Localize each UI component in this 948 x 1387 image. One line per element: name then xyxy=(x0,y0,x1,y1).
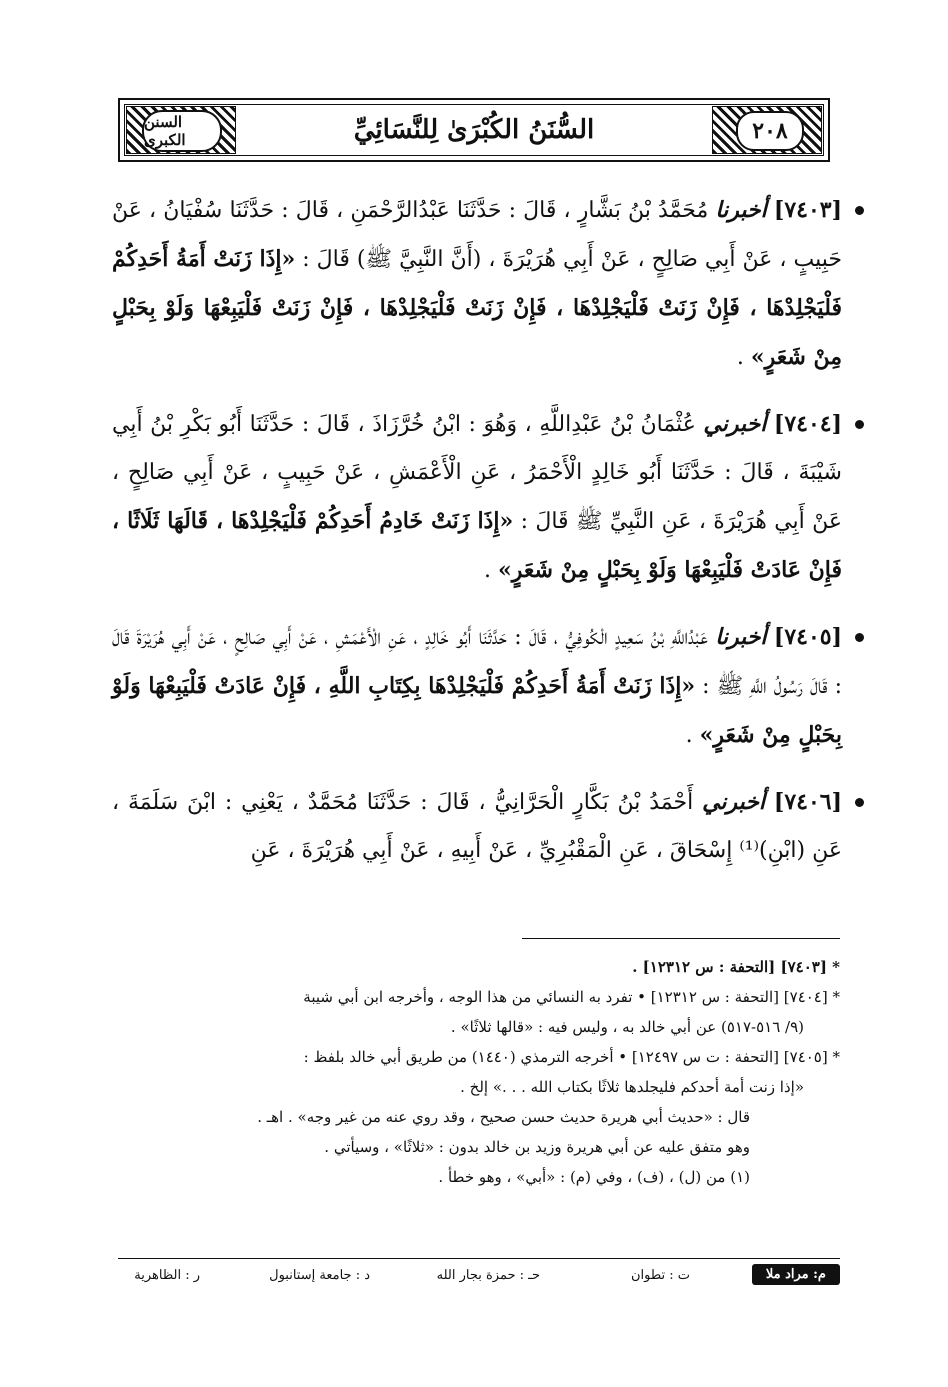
bullet-icon xyxy=(855,798,864,807)
bullet-icon xyxy=(855,420,864,429)
hadith-entry xyxy=(112,186,842,382)
footnote-7404: * [٧٤٠٤] [التحفة : س ١٢٣١٢] • تفرد به النسائي من هذا الوجه ، وأخرجه ابن أبي شيبة xyxy=(303,988,840,1006)
hadith-number: [٧٤٠٦] xyxy=(773,789,842,815)
isnad-text: أَحْمَدُ بْنُ بَكَّارٍ الْحَرَّانِيُّ ، قَالَ : حَدَّثَنَا مُحَمَّدٌ ، يَعْنِي : ابْنَ سَلَمَةَ ، عَنِ (ابْنِ)⁽¹⁾ إِسْحَاقَ ، عَنِ الْمَقْبُرِيِّ ، عَنْ أَبِيهِ ، عَنْ أَبِي هُرَيْرَةَ ، عَنِ xyxy=(112,790,842,863)
siglum-r: ر : الظاهرية xyxy=(134,1268,200,1283)
main-text xyxy=(112,186,842,893)
footer-rule xyxy=(118,1258,840,1259)
footnote-7403: * [٧٤٠٣] [التحفة : س ١٢٣١٢] . xyxy=(632,958,840,976)
matn-text: «إِذَا زَنَتْ أَمَةُ أَحَدِكُمْ فَلْيَجْلِدْهَا بِكِتَابِ اللَّهِ ، فَإِنْ عَادَتْ فَلْيَبِعْهَا وَلَوْ بِحَبْلٍ مِنْ شَعَرٍ» xyxy=(112,673,842,748)
footnote-7404-cont: (٩/ ٥١٦-٥١٧) عن أبي خالد به ، وليس فيه : «قالها ثلاثًا» . xyxy=(450,1018,804,1036)
page-number: ٢٠٨ xyxy=(736,111,804,151)
running-title: السُّنَنُ الكُبْرَىٰ لِلنَّسَائِيِّ xyxy=(353,115,595,145)
footnote-separator xyxy=(522,938,840,939)
hadith-entry xyxy=(112,613,842,760)
entry-end: . xyxy=(484,558,498,583)
transmission-word: أخبرني xyxy=(702,789,766,815)
footnote-variant: (١) من (ل) ، (ف) ، وفي (م) : «أبي» ، وهو خطأ . xyxy=(438,1168,750,1186)
page-header xyxy=(118,98,830,162)
siglum-m: م: مراد ملا xyxy=(752,1264,840,1285)
bullet-icon xyxy=(855,206,864,215)
matn-text: «إِذَا زَنَتْ أَمَةُ أَحَدِكُمْ فَلْيَجْلِدْهَا ، فَإِنْ زَنَتْ فَلْيَجْلِدْهَا ، فَإِنْ زَنَتْ فَلْيَجْلِدْهَا ، فَإِنْ زَنَتْ فَلْيَبِعْهَا وَلَوْ بِحَبْلٍ مِنْ شَعَرٍ» xyxy=(112,246,842,370)
siglum-d: د : جامعة إستانبول xyxy=(269,1268,370,1283)
transmission-word: أخبرنا xyxy=(715,624,767,650)
isnad-text: عُثْمَانُ بْنُ عَبْدِاللَّهِ ، وَهُوَ : ابْنُ خُرَّزَاذَ ، قَالَ : حَدَّثَنَا أَبُو بَكْرِ بْنُ أَبِي شَيْبَةَ ، قَالَ : حَدَّثَنَا أَبُو خَالِدٍ الْأَحْمَرُ ، عَنِ الْأَعْمَشِ ، عَنْ حَبِيبٍ ، عَنْ أَبِي صَالِحٍ ، عَنْ أَبِي هُرَيْرَةَ ، عَنِ النَّبِيِّ ﷺ قَالَ : xyxy=(112,412,842,534)
entry-end: . xyxy=(685,723,700,748)
bullet-icon xyxy=(855,633,864,642)
transmission-word: أخبرني xyxy=(703,411,767,437)
logo-medallion: السنن الكبرى xyxy=(142,110,222,152)
footnote-7405-cont: «إذا زنت أمة أحدكم فليجلدها ثلاثًا بكتاب الله . . .» إلخ . xyxy=(460,1078,804,1096)
footnote-7405-quote: قال : «حديث أبي هريرة حديث حسن صحيح ، وقد روي عنه من غير وجه» . اهـ . xyxy=(257,1108,750,1126)
siglum-h: حـ : حمزة بجار الله xyxy=(436,1268,540,1283)
entry-end: . xyxy=(736,345,751,370)
manuscript-sigla xyxy=(118,1262,840,1288)
footnotes xyxy=(118,952,840,1192)
isnad-text: مُحَمَّدُ بْنُ بَشَّارٍ ، قَالَ : حَدَّثَنَا عَبْدُالرَّحْمَنِ ، قَالَ : حَدَّثَنَا سُفْيَانُ ، عَنْ حَبِيبٍ ، عَنْ أَبِي صَالِحٍ ، عَنْ أَبِي هُرَيْرَةَ ، (أَنَّ النَّبِيَّ ﷺ) قَالَ : xyxy=(112,198,842,272)
matn-text: «إِذَا زَنَتْ خَادِمُ أَحَدِكُمْ فَلْيَجْلِدْهَا ، قَالَهَا ثَلَاثًا ، فَإِنْ عَادَتْ فَلْيَبِعْهَا وَلَوْ بِحَبْلٍ مِنْ شَعَرٍ» xyxy=(112,508,842,583)
footnote-7405-note: وهو متفق عليه عن أبي هريرة وزيد بن خالد بدون : «ثلاثًا» ، وسيأتي . xyxy=(324,1138,750,1156)
transmission-word: أخبرنا xyxy=(715,197,767,223)
hadith-number: [٧٤٠٣] xyxy=(773,197,843,223)
hadith-entry xyxy=(112,400,842,595)
hadith-entry xyxy=(112,778,842,875)
isnad-text: عَبْدُاللَّهِ بْنُ سَعِيدٍ الْكُوفِيُّ ، قَالَ : حَدَّثَنَا أَبُو خَالِدٍ ، عَنِ الْأَعْمَشِ ، عَنْ أَبِي صَالِحٍ ، عَنْ أَبِي هُرَيْرَةَ قَالَ : قَالَ رَسُولُ اللَّهِ ﷺ : xyxy=(112,625,842,699)
hadith-number: [٧٤٠٥] xyxy=(773,624,842,650)
footnote-7405: * [٧٤٠٥] [التحفة : ت س ١٢٤٩٧] • أخرجه الترمذي (١٤٤٠) من طريق أبي خالد بلفظ : xyxy=(303,1048,840,1066)
hadith-number: [٧٤٠٤] xyxy=(773,411,843,437)
siglum-t: ت : تطوان xyxy=(630,1268,690,1283)
